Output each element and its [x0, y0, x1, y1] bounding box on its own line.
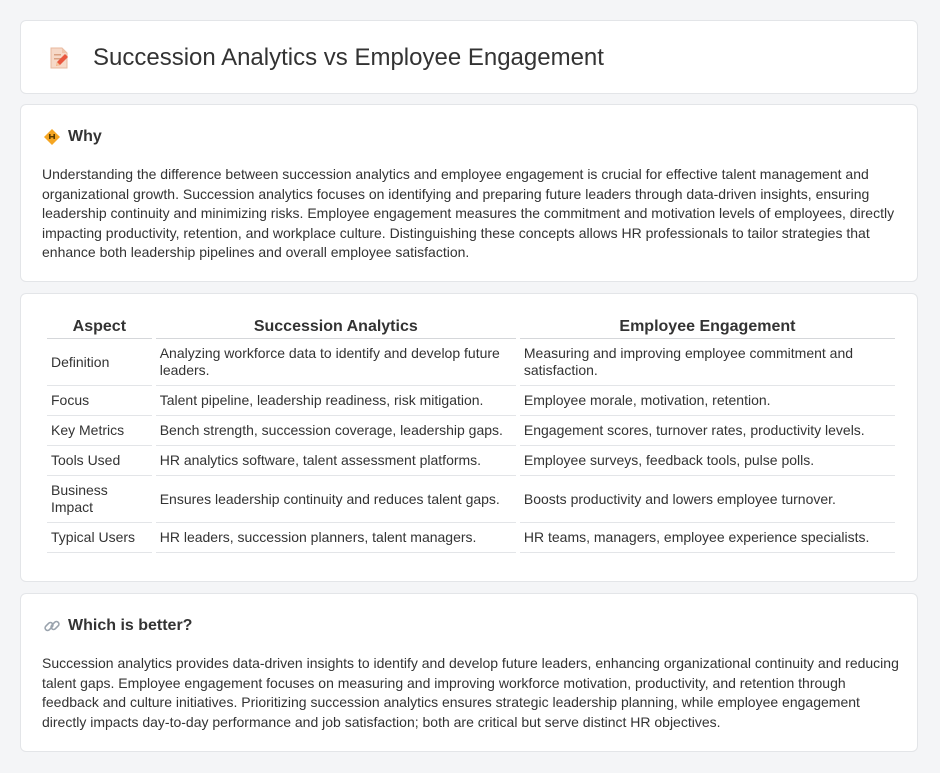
row-aspect: Tools Used — [47, 446, 152, 476]
row-engagement: Engagement scores, turnover rates, productivity levels. — [520, 416, 895, 446]
row-engagement: Employee surveys, feedback tools, pulse polls. — [520, 446, 895, 476]
header-aspect: Aspect — [47, 314, 152, 339]
row-engagement: Employee morale, motivation, retention. — [520, 386, 895, 416]
why-header — [43, 127, 102, 147]
row-aspect: Focus — [47, 386, 152, 416]
better-heading: Which is better? — [68, 617, 193, 634]
table-row — [47, 476, 895, 523]
comparison-section — [20, 293, 918, 582]
table-header-row — [47, 314, 895, 339]
table-row — [47, 416, 895, 446]
document-pencil-icon — [47, 46, 71, 70]
link-icon — [43, 617, 61, 635]
row-engagement: Measuring and improving employee commitment and satisfaction. — [520, 339, 895, 386]
row-succession: Analyzing workforce data to identify and develop future leaders. — [156, 339, 516, 386]
table-row — [47, 446, 895, 476]
better-header — [43, 616, 192, 636]
row-succession: HR analytics software, talent assessment platforms. — [156, 446, 516, 476]
row-engagement: HR teams, managers, employee experience specialists. — [520, 523, 895, 553]
better-text: Succession analytics provides data-driven insights to identify and develop future leaders, enhancing organizational continuity and reducing talent gaps. Employee engagement focuses on measuring and improving workforce motivation, productivity, and retention through feedback and culture initiatives. Prioritizing succession analytics ensures strategic leadership planning, while employee engagement directly impacts day-to-day performance and job satisfaction; both are critical but serve distinct HR objectives. — [42, 655, 899, 730]
why-section — [20, 104, 918, 282]
header-succession-analytics: Succession Analytics — [156, 314, 516, 339]
table-row — [47, 523, 895, 553]
table-row — [47, 339, 895, 386]
table-row — [47, 386, 895, 416]
row-aspect: Typical Users — [47, 523, 152, 553]
diamond-warning-icon — [43, 128, 61, 146]
row-engagement: Boosts productivity and lowers employee turnover. — [520, 476, 895, 523]
comparison-table — [43, 314, 899, 553]
row-aspect: Key Metrics — [47, 416, 152, 446]
row-succession: HR leaders, succession planners, talent managers. — [156, 523, 516, 553]
why-text: Understanding the difference between succession analytics and employee engagement is crucial for effective talent management and organizational growth. Succession analytics focuses on identifying and preparing future leaders through data-driven insights, ensuring leadership continuity and minimizing risks. Employee engagement measures the commitment and motivation levels of employees, directly impacting productivity, retention, and workplace culture. Distinguishing these concepts allows HR professionals to tailor strategies that enhance both leadership pipelines and overall employee satisfaction. — [42, 166, 895, 260]
row-succession: Talent pipeline, leadership readiness, risk mitigation. — [156, 386, 516, 416]
row-aspect: Business Impact — [47, 476, 152, 523]
row-aspect: Definition — [47, 339, 152, 386]
header-employee-engagement: Employee Engagement — [520, 314, 895, 339]
row-succession: Ensures leadership continuity and reduces talent gaps. — [156, 476, 516, 523]
row-succession: Bench strength, succession coverage, leadership gaps. — [156, 416, 516, 446]
why-heading: Why — [68, 128, 102, 145]
which-is-better-section — [20, 593, 918, 752]
page-title: Succession Analytics vs Employee Engagement — [93, 44, 604, 71]
title-card — [20, 20, 918, 94]
